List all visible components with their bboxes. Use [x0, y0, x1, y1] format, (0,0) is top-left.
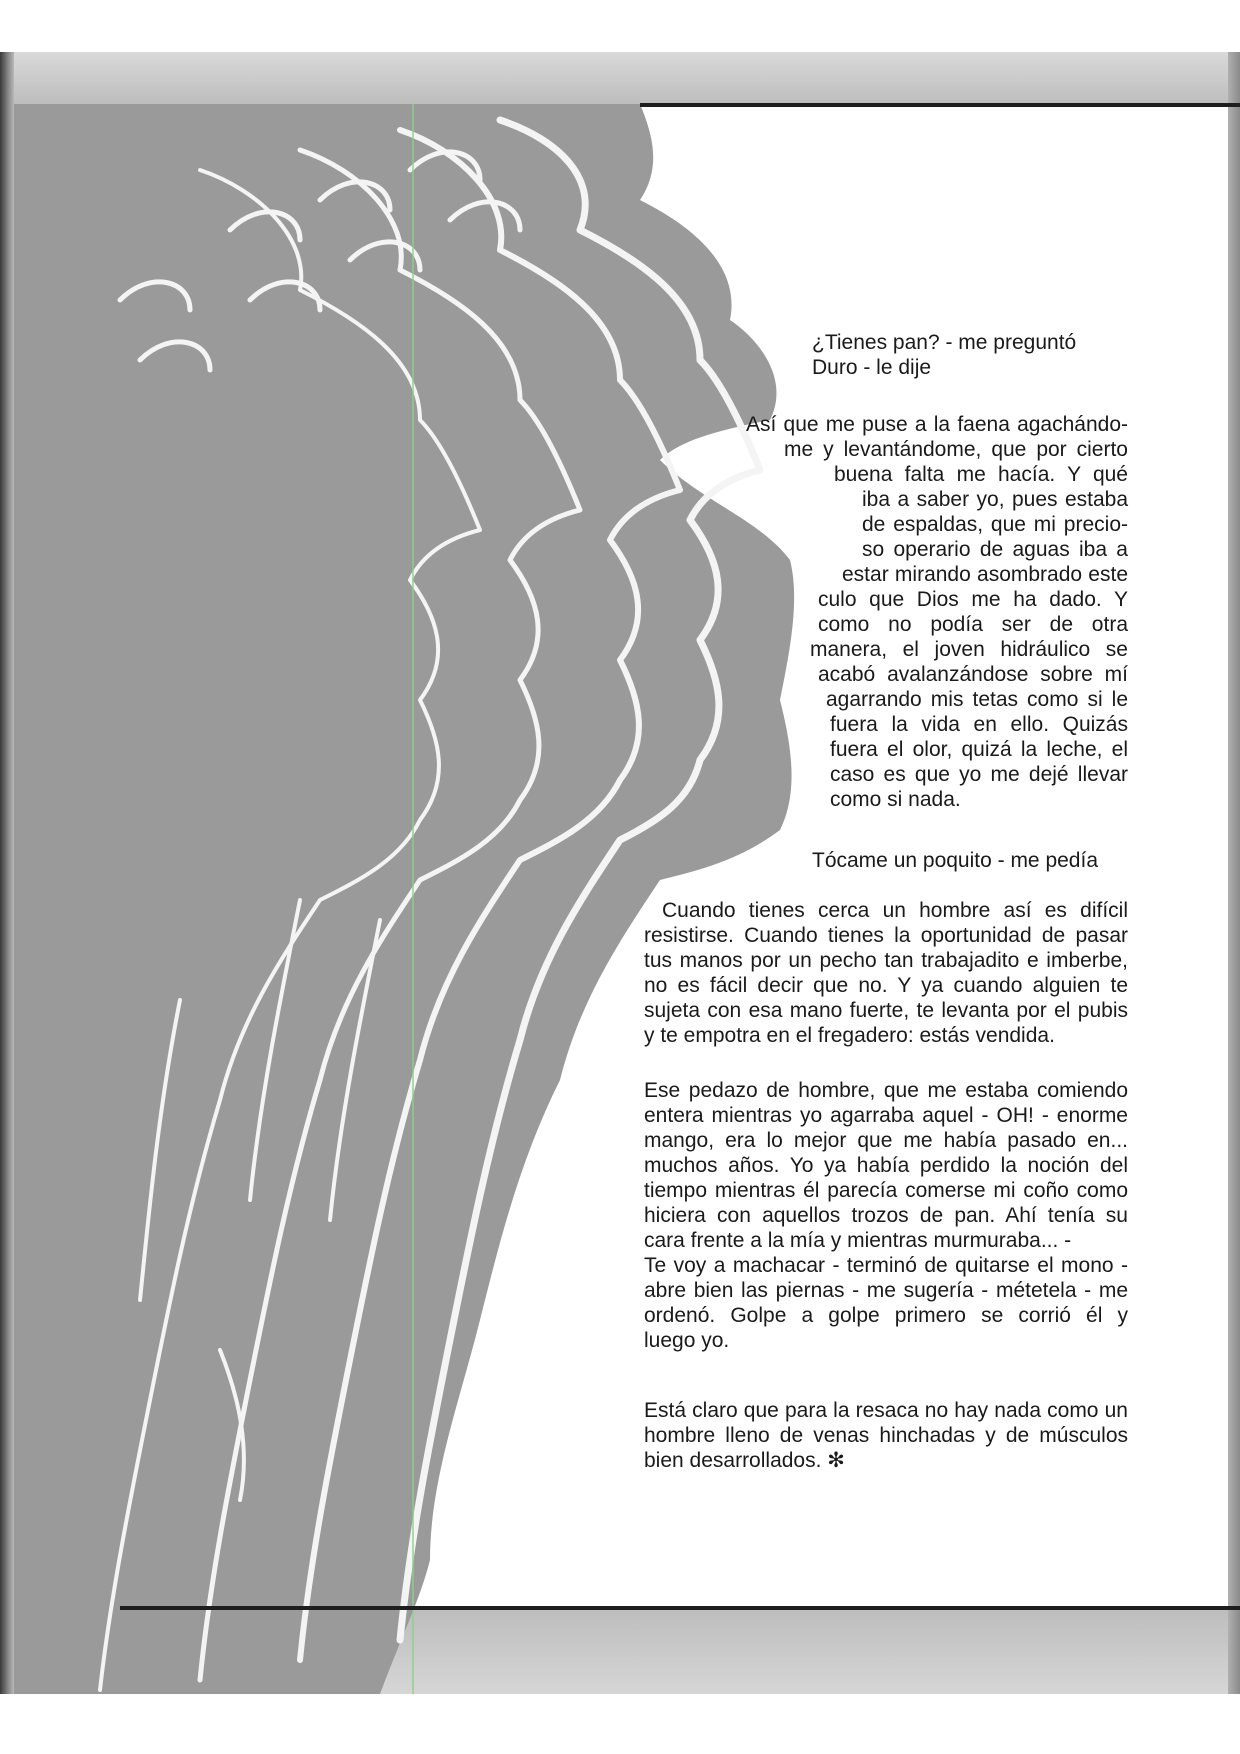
para1-line-5: so operario de aguas iba a — [862, 538, 1128, 561]
para2-line: Cuando tienes cerca un hombre así es difícil — [662, 899, 1128, 922]
para2-line: y te empotra en el fregadero: estás vendida. — [644, 1024, 1055, 1047]
para3-line: abre bien las piernas - me sugería - métetela - me — [644, 1279, 1128, 1302]
para1-line-14: caso es que yo me dejé llevar — [830, 763, 1128, 786]
para4-last-line — [644, 1448, 1128, 1473]
para4-line: bien desarrollados. — [644, 1449, 822, 1472]
dialogue-line: Tócame un poquito - me pedía — [812, 849, 1099, 872]
para3-line: Ese pedazo de hombre, que me estaba comiendo — [644, 1079, 1128, 1102]
para1-line-13: fuera el olor, quizá la leche, el — [830, 738, 1128, 761]
para3-line: hiciera con aquellos trozos de pan. Ahí tenía su — [644, 1204, 1128, 1227]
paragraph-2 — [644, 898, 1128, 1048]
para3-line: mango, era lo mejor que me había pasado en... — [644, 1129, 1128, 1152]
dialogue-line: ¿Tienes pan? - me preguntó — [812, 331, 1077, 354]
dialogue-block-2 — [812, 848, 1098, 873]
para1-line-15: como si nada. — [830, 788, 961, 811]
para3-line: ordenó. Golpe a golpe primero se corrió él y — [644, 1304, 1128, 1327]
para1-line-0: Así que me puse a la faena agachándo- — [746, 413, 1128, 436]
para2-line: resistirse. Cuando tienes la oportunidad de pasar — [644, 924, 1128, 947]
para1-line-2: buena falta me hacía. Y qué — [834, 463, 1128, 486]
para2-line: sujeta con esa mano fuerte, te levanta por el pubis — [644, 999, 1128, 1022]
para2-line: tus manos por un pecho tan trabajadito e imberbe, — [644, 949, 1128, 972]
para3-line: cara frente a la mía y mientras murmuraba... - — [644, 1229, 1072, 1252]
para4-line: hombre lleno de venas hinchadas y de músculos — [644, 1424, 1128, 1447]
paragraph-4 — [644, 1398, 1128, 1473]
para3-line: muchos años. Yo ya había perdido la noción del — [644, 1154, 1128, 1177]
para1-line-6: estar mirando asombrado este — [842, 563, 1128, 586]
frame-bottom-rule — [120, 1606, 1240, 1610]
para1-line-10: acabó avalanzándose sobre mí — [818, 663, 1128, 686]
para3-line: luego yo. — [644, 1329, 730, 1352]
para3-line: Te voy a machacar - terminó de quitarse el mono - — [644, 1254, 1128, 1277]
end-mark-icon: ✻ — [827, 1449, 845, 1472]
dialogue-block-1 — [812, 330, 1076, 380]
para1-line-4: de espaldas, que mi precio- — [862, 513, 1128, 536]
para3-line: tiempo mientras él parecía comerse mi coño como — [644, 1179, 1128, 1202]
scan-guide-line — [412, 104, 414, 1694]
paragraph-3 — [644, 1078, 1128, 1353]
dialogue-line: Duro - le dije — [812, 356, 932, 379]
para1-line-3: iba a saber yo, pues estaba — [862, 488, 1128, 511]
para1-line-1: me y levantándome, que por cierto — [784, 438, 1128, 461]
frame-top-rule — [640, 103, 1240, 107]
para1-line-9: manera, el joven hidráulico se — [810, 638, 1128, 661]
para1-line-8: como no podía ser de otra — [818, 613, 1128, 636]
para2-line: no es fácil decir que no. Y ya cuando alguien te — [644, 974, 1128, 997]
para1-line-12: fuera la vida en ello. Quizás — [830, 713, 1128, 736]
para1-line-11: agarrando mis tetas como si le — [826, 688, 1128, 711]
para3-line: entera mientras yo agarraba aquel - OH! - enorme — [644, 1104, 1128, 1127]
para1-line-7: culo que Dios me ha dado. Y — [818, 588, 1128, 611]
para4-line: Está claro que para la resaca no hay nada como un — [644, 1399, 1128, 1422]
